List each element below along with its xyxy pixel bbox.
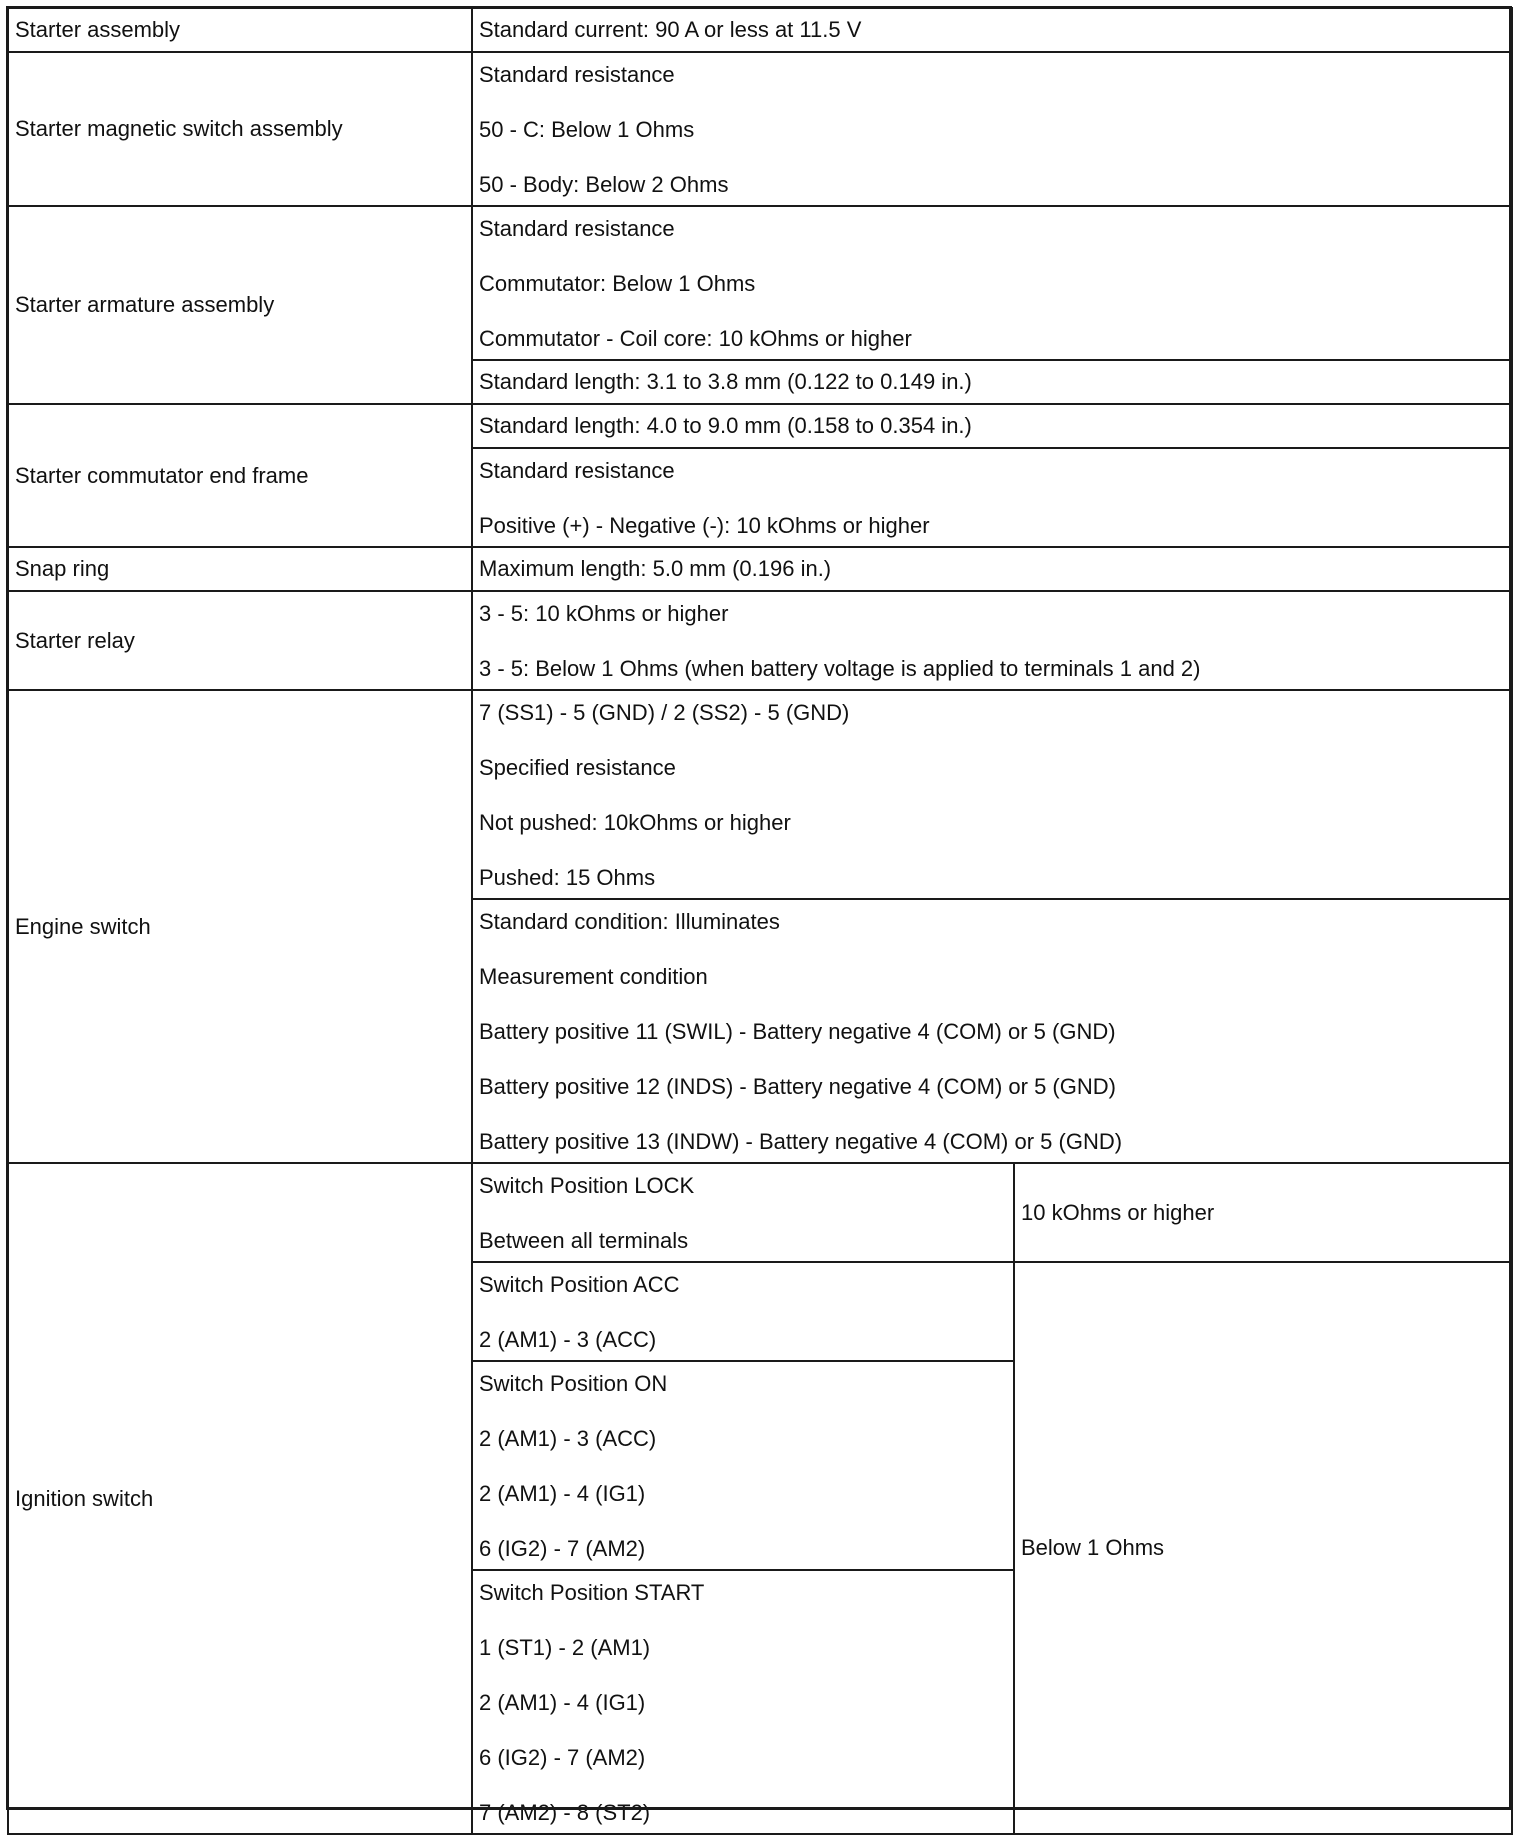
condition-cell: Switch Position START 1 (ST1) - 2 (AM1) 2 (AM1) - 4 (IG1) 6 (IG2) - 7 (AM2) 7 (AM2) - 8 (ST2) (472, 1570, 1014, 1834)
component-cell: Starter relay (8, 591, 472, 690)
table-row (8, 591, 1512, 690)
value-cell: Below 1 Ohms (1014, 1262, 1512, 1834)
spec-cell: Maximum length: 5.0 mm (0.196 in.) (472, 547, 1512, 591)
component-cell: Starter magnetic switch assembly (8, 52, 472, 206)
table-row (8, 547, 1512, 591)
table-row (8, 206, 1512, 360)
table-row (8, 1163, 1512, 1262)
component-cell: Snap ring (8, 547, 472, 591)
component-cell: Starter assembly (8, 8, 472, 52)
spec-cell: Standard resistance Commutator: Below 1 Ohms Commutator - Coil core: 10 kOhms or higher (472, 206, 1512, 360)
component-cell: Starter commutator end frame (8, 404, 472, 547)
table-row (8, 8, 1512, 52)
component-cell: Ignition switch (8, 1163, 472, 1834)
spec-cell: 3 - 5: 10 kOhms or higher 3 - 5: Below 1 Ohms (when battery voltage is applied to terminals 1 and 2) (472, 591, 1512, 690)
table-row (8, 52, 1512, 206)
spec-cell: Standard resistance 50 - C: Below 1 Ohms 50 - Body: Below 2 Ohms (472, 52, 1512, 206)
value-cell: 10 kOhms or higher (1014, 1163, 1512, 1262)
condition-cell: Switch Position ACC 2 (AM1) - 3 (ACC) (472, 1262, 1014, 1361)
spec-cell: Standard resistance Positive (+) - Negative (-): 10 kOhms or higher (472, 448, 1512, 547)
condition-cell: Switch Position LOCK Between all terminals (472, 1163, 1014, 1262)
spec-cell: Standard current: 90 A or less at 11.5 V (472, 8, 1512, 52)
specification-table (7, 7, 1513, 1835)
component-cell: Starter armature assembly (8, 206, 472, 404)
table-row (8, 404, 1512, 448)
spec-cell: 7 (SS1) - 5 (GND) / 2 (SS2) - 5 (GND) Specified resistance Not pushed: 10kOhms or higher Pushed: 15 Ohms (472, 690, 1512, 899)
spec-cell: Standard length: 3.1 to 3.8 mm (0.122 to 0.149 in.) (472, 360, 1512, 404)
component-cell: Engine switch (8, 690, 472, 1163)
condition-cell: Switch Position ON 2 (AM1) - 3 (ACC) 2 (AM1) - 4 (IG1) 6 (IG2) - 7 (AM2) (472, 1361, 1014, 1570)
spec-cell: Standard length: 4.0 to 9.0 mm (0.158 to 0.354 in.) (472, 404, 1512, 448)
spec-cell: Standard condition: Illuminates Measurement condition Battery positive 11 (SWIL) - Battery negative 4 (COM) or 5 (GND) Battery positive 12 (INDS) - Battery negative 4 (COM) or 5 (GND) Battery positive 13 (INDW) - Battery negative 4 (COM) or 5 (GND) (472, 899, 1512, 1163)
table-row (8, 690, 1512, 899)
